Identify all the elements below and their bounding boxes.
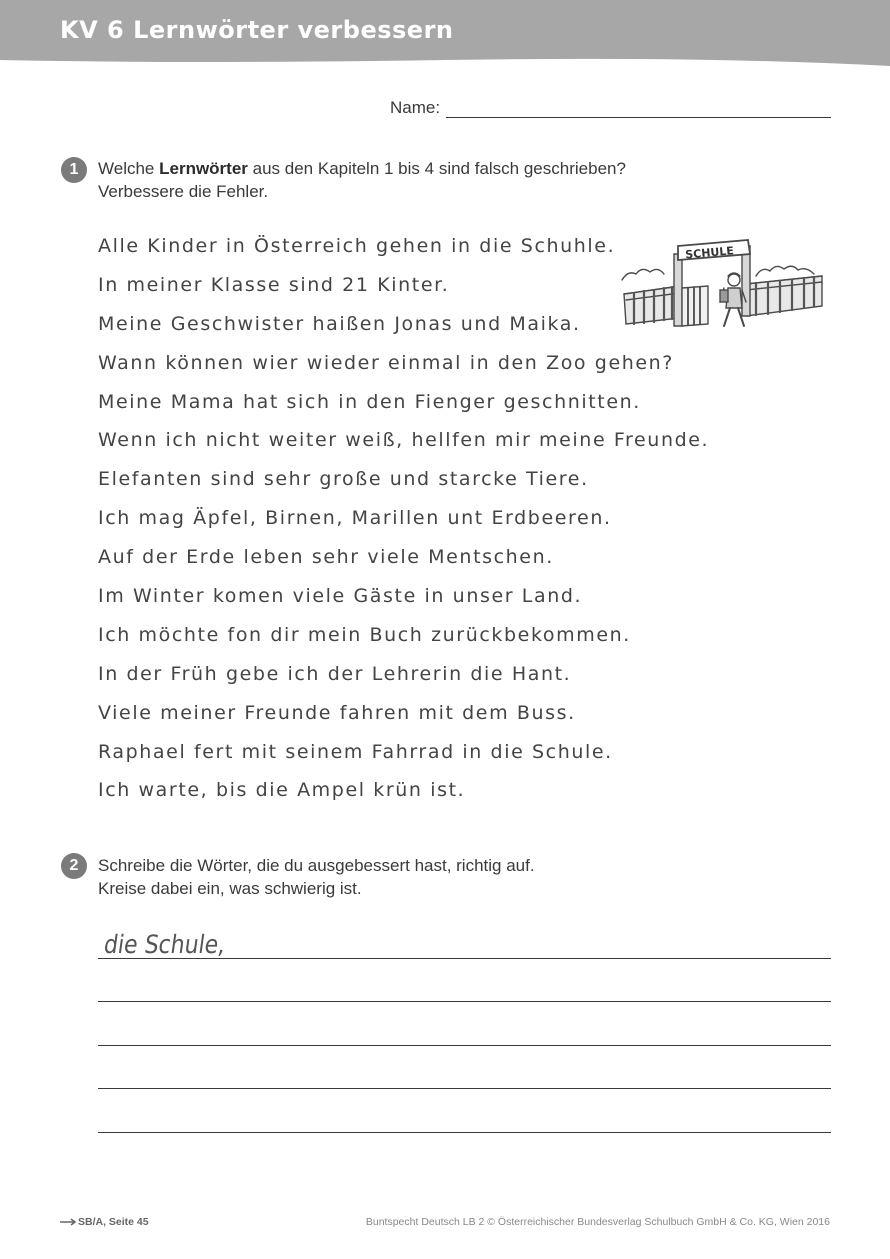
task1-text-pre: Welche <box>98 159 160 178</box>
sentence-item: Viele meiner Freunde fahren mit dem Buss. <box>98 701 576 724</box>
sentence-item: Auf der Erde leben sehr viele Mentschen. <box>98 546 554 569</box>
sentence-item: Alle Kinder in Österreich gehen in die Schuhle. <box>98 235 616 257</box>
name-field[interactable] <box>390 98 831 118</box>
task2-instruction-line1: Schreibe die Wörter, die du ausgebessert hast, richtig auf. <box>98 856 535 875</box>
footer-reference <box>60 1216 149 1228</box>
sentence-item: Im Winter komen viele Gäste in unser Land. <box>98 585 583 608</box>
sentence-item: Ich möchte fon dir mein Buch zurückbekommen. <box>98 623 631 646</box>
task-number-1: 1 <box>61 157 87 183</box>
writing-line[interactable] <box>98 959 831 1003</box>
task2-instruction <box>98 854 535 900</box>
arrow-right-icon <box>60 1218 78 1226</box>
name-label: Name: <box>390 98 441 117</box>
task1-instruction-line1 <box>98 157 626 180</box>
writing-lines <box>98 915 831 1133</box>
writing-line[interactable] <box>98 915 831 959</box>
writing-line[interactable] <box>98 1002 831 1046</box>
name-line[interactable] <box>446 103 831 118</box>
page-title: KV 6 Lernwörter verbessern <box>60 16 454 44</box>
school-gate-illustration <box>618 236 826 332</box>
sentence-item: Elefanten sind sehr große und starcke Tiere. <box>98 468 589 491</box>
header-band <box>0 0 890 70</box>
sentence-item: In meiner Klasse sind 21 Kinter. <box>98 273 450 296</box>
task1-instruction <box>98 157 626 203</box>
task1-instruction-line2: Verbessere die Fehler. <box>98 182 269 201</box>
sentence-item: Meine Mama hat sich in den Fienger geschnitten. <box>98 390 641 413</box>
writing-line[interactable] <box>98 1089 831 1133</box>
writing-line[interactable] <box>98 1046 831 1090</box>
sentence-item: Meine Geschwister haißen Jonas und Maika. <box>98 312 581 335</box>
sentence-item: Wenn ich nicht weiter weiß, hellfen mir meine Freunde. <box>98 429 710 452</box>
sentence-item: Raphael fert mit seinem Fahrrad in die Schule. <box>98 740 613 763</box>
example-answer: die Schule, <box>102 930 228 960</box>
task1-text-post: aus den Kapiteln 1 bis 4 sind falsch geschrieben? <box>247 159 626 178</box>
footer-reference-text: SB/A, Seite 45 <box>78 1216 149 1228</box>
task2-instruction-line2: Kreise dabei ein, was schwierig ist. <box>98 879 362 898</box>
task-number-2: 2 <box>61 853 87 879</box>
task1-text-bold: Lernwörter <box>159 159 248 178</box>
sentence-item: Ich mag Äpfel, Birnen, Marillen unt Erdbeeren. <box>98 507 612 530</box>
sentence-item: In der Früh gebe ich der Lehrerin die Hant. <box>98 662 572 685</box>
footer-copyright: Buntspecht Deutsch LB 2 © Österreichischer Bundesverlag Schulbuch GmbH & Co. KG, Wien 2016 <box>365 1216 830 1228</box>
sentence-item: Ich warte, bis die Ampel krün ist. <box>98 779 466 802</box>
sentence-item: Wann können wier wieder einmal in den Zoo gehen? <box>98 351 674 374</box>
school-sign-label: SCHULE <box>684 244 735 262</box>
